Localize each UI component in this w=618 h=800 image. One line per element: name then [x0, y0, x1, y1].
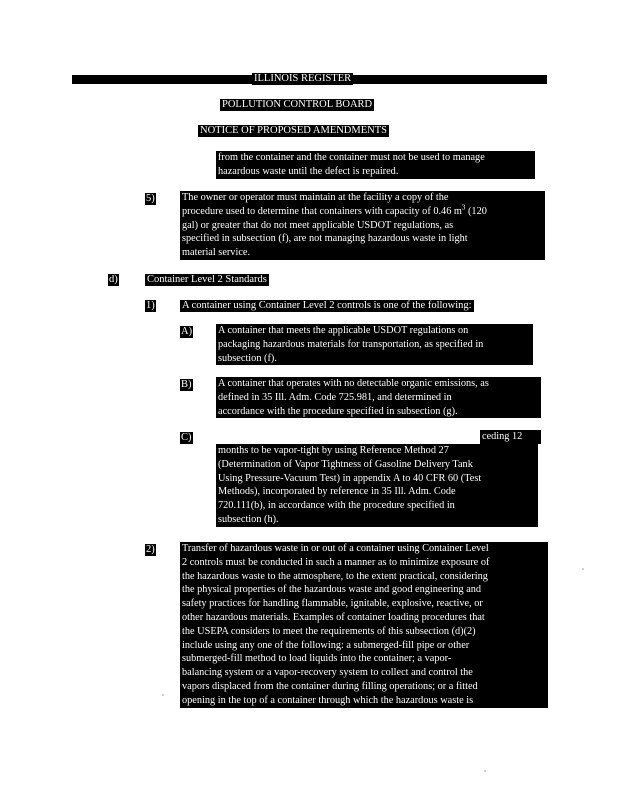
item-c-paragraph [216, 444, 538, 527]
text-line: material service. [182, 247, 251, 259]
scan-speck [484, 770, 486, 772]
section-title: Container Level 2 Standards [147, 274, 267, 285]
text-line: vapors displaced from the container during filling operations; or a fitted [182, 680, 478, 692]
text-line: accordance with the procedure specified in subsection (g). [218, 405, 458, 417]
superscript: 3 [461, 203, 466, 212]
text-line: 2 controls must be conducted in such a manner as to minimize exposure of [182, 556, 490, 568]
item-5-paragraph [180, 191, 545, 260]
board-title: POLLUTION CONTROL BOARD [222, 99, 373, 110]
item-label-a: A) [181, 326, 193, 337]
text-line: from the container and the container must not be used to manage [218, 152, 485, 163]
text-line: other hazardous materials. Examples of container loading procedures that [182, 611, 485, 623]
item-c-fragment: ceding 12 [480, 430, 541, 444]
text-line: balancing system or a vapor-recovery system to collect and control the [182, 667, 473, 679]
item-label-5: 5) [146, 193, 155, 204]
item-label-b: B) [181, 379, 192, 390]
text-line: months to be vapor-tight by using Reference Method 27 [218, 445, 449, 456]
text-line: the hazardous waste to the atmosphere, to the extent practical, considering [182, 570, 488, 582]
item-label-2: 2) [146, 544, 155, 555]
item-label-c: C) [181, 432, 192, 443]
item-2-paragraph [180, 542, 548, 708]
text-line: submerged-fill method to load liquids into the container; a vapor- [182, 653, 452, 665]
text-line: Methods), incorporated by reference in 35 Ill. Adm. Code [218, 486, 456, 498]
text-segment: procedure used to determine that containers with capacity of 0.46 m [182, 205, 462, 217]
scan-speck [162, 694, 164, 696]
text-line: (Determination of Vapor Tightness of Gasoline Delivery Tank [218, 458, 473, 470]
text-line: the physical properties of the hazardous waste and good engineering and [182, 584, 482, 596]
notice-title: NOTICE OF PROPOSED AMENDMENTS [200, 125, 387, 136]
item-1-text: A container using Container Level 2 controls is one of the following: [182, 300, 472, 311]
item-label-1: 1) [146, 300, 155, 311]
text-line: 720.111(b), in accordance with the procedure specified in [218, 500, 455, 512]
section-label-d: d) [109, 274, 118, 285]
text-line: hazardous waste until the defect is repaired. [218, 165, 399, 177]
scan-speck [582, 568, 584, 570]
item-b-paragraph [216, 377, 541, 418]
text-line: gal) or greater that do not meet applicable USDOT regulations, as [182, 219, 454, 231]
text-line: the USEPA considers to meet the requirements of this subsection (d)(2) [182, 625, 476, 637]
text-line: subsection (h). [218, 513, 279, 525]
register-title: ILLINOIS REGISTER [254, 73, 352, 84]
text-line: packaging hazardous materials for transportation, as specified in [218, 338, 484, 350]
text-line: safety practices for handling flammable, ignitable, explosive, reactive, or [182, 598, 483, 610]
text-line: Transfer of hazardous waste in or out of a container using Container Level [182, 543, 489, 554]
text-line: The owner or operator must maintain at the facility a copy of the [182, 192, 449, 203]
text-line [182, 205, 543, 219]
text-line: opening in the top of a container through which the hazardous waste is [182, 694, 474, 706]
text-line: A container that operates with no detectable organic emissions, as [218, 378, 489, 389]
continuation-paragraph [216, 151, 535, 179]
text-line: A container that meets the applicable USDOT regulations on [218, 325, 469, 336]
text-segment: (120 [465, 205, 487, 217]
item-a-paragraph [216, 324, 533, 365]
text-line: defined in 35 Ill. Adm. Code 725.981, and determined in [218, 391, 452, 403]
text-line: specified in subsection (f), are not managing hazardous waste in light [182, 233, 468, 245]
text-line: Using Pressure-Vacuum Test) in appendix A to 40 CFR 60 (Test [218, 472, 482, 484]
text-line: subsection (f). [218, 352, 277, 364]
text-line: include using any one of the following: a submerged-fill pipe or other [182, 639, 470, 651]
